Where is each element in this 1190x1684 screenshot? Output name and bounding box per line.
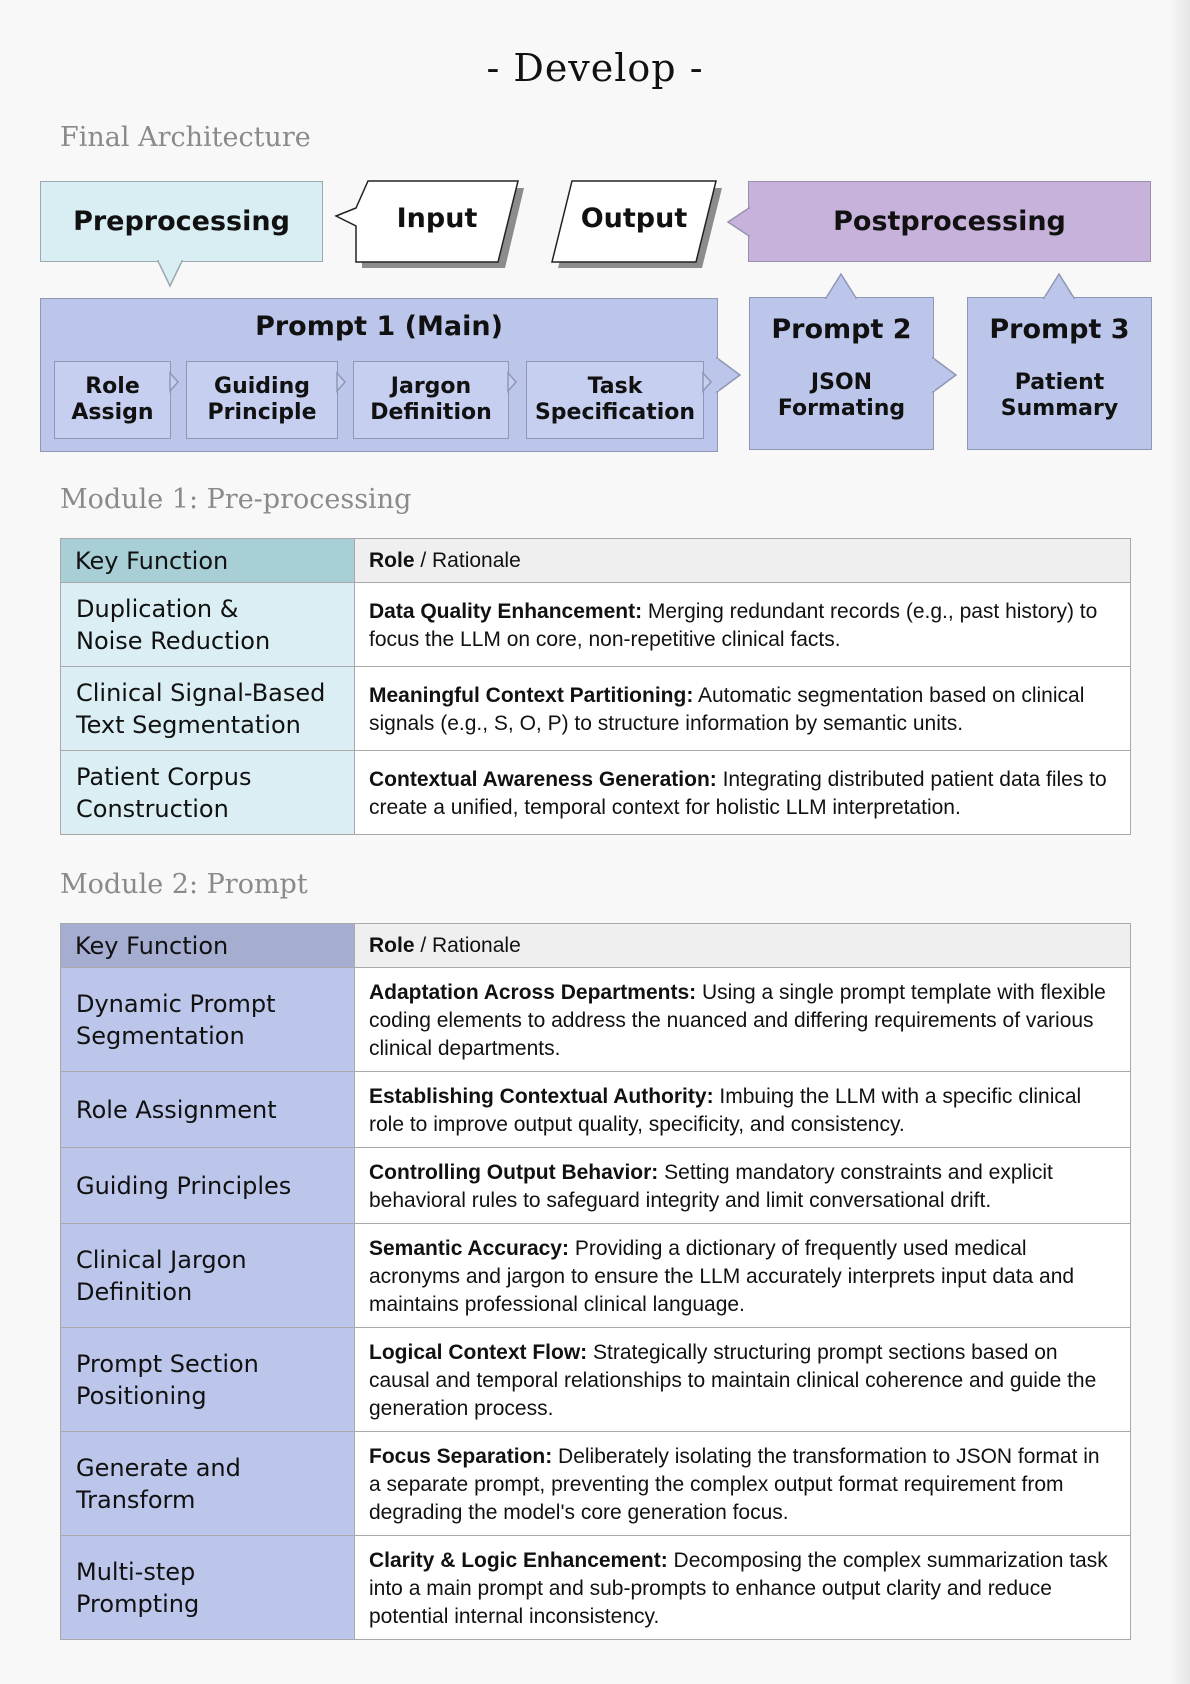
key-function-cell: Prompt Section Positioning bbox=[61, 1328, 355, 1432]
table-row bbox=[61, 1536, 1131, 1640]
table-row bbox=[61, 1328, 1131, 1432]
step-jargon-definition: Jargon Definition bbox=[353, 361, 509, 439]
table-row bbox=[61, 1224, 1131, 1328]
role-title: Focus Separation: bbox=[369, 1444, 553, 1468]
role-rationale-cell bbox=[355, 667, 1131, 751]
role-title: Meaningful Context Partitioning: bbox=[369, 683, 694, 707]
role-description: Setting mandatory constraints and explicit behavioral rules to safeguard integrity and limit conversational drift. bbox=[369, 1160, 1053, 1212]
header-role: Role / Rationale bbox=[355, 539, 1131, 583]
key-function-cell: Generate and Transform bbox=[61, 1432, 355, 1536]
role-description: Strategically structuring prompt sections based on causal and temporal relationships to maintain clinical coherence and guide the generation process. bbox=[369, 1340, 1097, 1420]
step-arrow-2 bbox=[337, 373, 345, 391]
header-key-function: Key Function bbox=[61, 539, 355, 583]
key-function-cell: Guiding Principles bbox=[61, 1148, 355, 1224]
key-function-cell: Patient Corpus Construction bbox=[61, 751, 355, 835]
role-title: Adaptation Across Departments: bbox=[369, 980, 697, 1004]
prompt2-title: Prompt 2 bbox=[771, 314, 912, 345]
role-description: Merging redundant records (e.g., past history) to focus the LLM on core, non-repetitive clinical facts. bbox=[369, 599, 1098, 651]
prompt3-desc: Patient Summary bbox=[1000, 370, 1119, 421]
step-guiding-principle: Guiding Principle bbox=[186, 361, 338, 439]
key-function-cell: Role Assignment bbox=[61, 1072, 355, 1148]
role-title: Logical Context Flow: bbox=[369, 1340, 588, 1364]
step-arrow-4 bbox=[703, 373, 711, 391]
role-description: Deliberately isolating the transformation to JSON format in a separate prompt, preventing the complex output format requirement from degrading the model's core generation focus. bbox=[369, 1444, 1100, 1524]
header-key-function: Key Function bbox=[61, 924, 355, 968]
module1-title: Module 1: Pre-processing bbox=[60, 484, 412, 515]
step-arrow-1 bbox=[170, 373, 178, 391]
role-rationale-cell bbox=[355, 1432, 1131, 1536]
page-title: - Develop - bbox=[486, 46, 704, 90]
prompt1-title: Prompt 1 (Main) bbox=[255, 311, 503, 342]
architecture-arrows bbox=[0, 0, 1190, 470]
step-arrow-3 bbox=[508, 373, 516, 391]
table-row bbox=[61, 1432, 1131, 1536]
table-row bbox=[61, 583, 1131, 667]
prompt1-to-prompt2-arrow bbox=[717, 358, 740, 392]
role-description: Using a single prompt template with flexible coding elements to address the nuanced and differing requirements of various clinical departments. bbox=[369, 980, 1106, 1060]
output-label: Output bbox=[580, 203, 688, 234]
role-rationale-cell bbox=[355, 1072, 1131, 1148]
role-rationale-cell bbox=[355, 751, 1131, 835]
preprocessing-box: Preprocessing bbox=[40, 181, 323, 262]
table-header-row bbox=[61, 924, 1131, 968]
table-header-row bbox=[61, 539, 1131, 583]
role-title: Controlling Output Behavior: bbox=[369, 1160, 659, 1184]
key-function-cell: Dynamic Prompt Segmentation bbox=[61, 968, 355, 1072]
key-function-cell: Clinical Jargon Definition bbox=[61, 1224, 355, 1328]
prompt2-up-pointer bbox=[826, 274, 856, 298]
prompt2-desc: JSON Formating bbox=[777, 370, 906, 421]
module1-table bbox=[60, 538, 1131, 835]
role-rationale-cell bbox=[355, 583, 1131, 667]
step-task-specification: Task Specification bbox=[526, 361, 704, 439]
role-description: Automatic segmentation based on clinical signals (e.g., S, O, P) to structure information by semantic units. bbox=[369, 683, 1085, 735]
key-function-cell: Clinical Signal-Based Text Segmentation bbox=[61, 667, 355, 751]
role-title: Data Quality Enhancement: bbox=[369, 599, 643, 623]
table-row bbox=[61, 1072, 1131, 1148]
role-title: Contextual Awareness Generation: bbox=[369, 767, 717, 791]
prompt2-to-prompt3-arrow bbox=[933, 358, 956, 392]
step-role-assign: Role Assign bbox=[54, 361, 171, 439]
table-row bbox=[61, 751, 1131, 835]
key-function-cell: Multi-step Prompting bbox=[61, 1536, 355, 1640]
role-description: Providing a dictionary of frequently used medical acronyms and jargon to ensure the LLM accurately interprets input data and maintains professional clinical language. bbox=[369, 1236, 1075, 1316]
role-rationale-cell bbox=[355, 1536, 1131, 1640]
table-row bbox=[61, 667, 1131, 751]
key-function-cell: Duplication & Noise Reduction bbox=[61, 583, 355, 667]
role-description: Decomposing the complex summarization task into a main prompt and sub-prompts to enhance output clarity and reduce potential internal inconsistency. bbox=[369, 1548, 1108, 1628]
module2-table bbox=[60, 923, 1131, 1640]
role-title: Establishing Contextual Authority: bbox=[369, 1084, 714, 1108]
role-description: Imbuing the LLM with a specific clinical role to improve output quality, specificity, and consistency. bbox=[369, 1084, 1082, 1136]
header-role: Role / Rationale bbox=[355, 924, 1131, 968]
role-description: Integrating distributed patient data files to create a unified, temporal context for holistic LLM interpretation. bbox=[369, 767, 1107, 819]
prompt3-up-pointer bbox=[1044, 274, 1074, 298]
postprocessing-box: Postprocessing bbox=[748, 181, 1151, 262]
role-title: Semantic Accuracy: bbox=[369, 1236, 569, 1260]
role-rationale-cell bbox=[355, 968, 1131, 1072]
architecture-title: Final Architecture bbox=[60, 122, 311, 153]
role-rationale-cell bbox=[355, 1148, 1131, 1224]
role-title: Clarity & Logic Enhancement: bbox=[369, 1548, 668, 1572]
table-row bbox=[61, 1148, 1131, 1224]
role-rationale-cell bbox=[355, 1224, 1131, 1328]
prompt3-title: Prompt 3 bbox=[989, 314, 1130, 345]
role-rationale-cell bbox=[355, 1328, 1131, 1432]
module2-title: Module 2: Prompt bbox=[60, 869, 308, 900]
input-label: Input bbox=[396, 203, 478, 234]
table-row bbox=[61, 968, 1131, 1072]
